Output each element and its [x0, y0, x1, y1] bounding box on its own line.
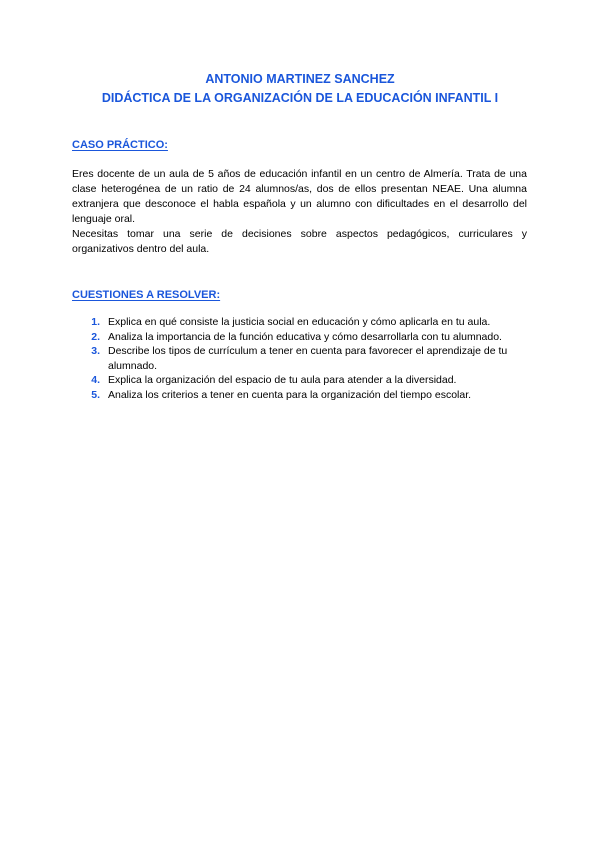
question-text: Analiza la importancia de la función educativa y cómo desarrollarla con tu alumnado.: [108, 330, 502, 343]
question-item: [72, 315, 527, 330]
questions-list: [72, 315, 527, 402]
question-item: [72, 330, 527, 345]
questions-heading: CUESTIONES A RESOLVER:: [72, 289, 221, 301]
author-name: ANTONIO MARTINEZ SANCHEZ: [205, 72, 395, 86]
question-text: Explica la organización del espacio de tu aula para atender a la diversidad.: [108, 374, 457, 386]
question-number: 3.: [91, 345, 100, 357]
question-number: 2.: [91, 330, 100, 343]
case-heading: CASO PRÁCTICO:: [72, 139, 168, 151]
document-title: [60, 70, 540, 108]
question-text: Explica en qué consiste la justicia social en educación y cómo aplicarla en tu aula.: [108, 316, 491, 328]
question-text: Analiza los criterios a tener en cuenta para la organización del tiempo escolar.: [108, 388, 472, 401]
subject-title: DIDÁCTICA DE LA ORGANIZACIÓN DE LA EDUCACIÓN INFANTIL I: [101, 91, 499, 105]
question-number: 1.: [91, 316, 100, 328]
case-description: [72, 167, 527, 257]
case-paragraph-1: Eres docente de un aula de 5 años de educación infantil en un centro de Almería. Trata de una clase heterogénea de un ratio de 24 alumnos/as, dos de ellos presentan NEAE. Una alumna extranjera que desconoce el habla española y un alumno con dificultades en el desarrollo del lenguaje oral.: [72, 168, 527, 225]
question-item: [72, 373, 527, 388]
case-paragraph-2: Necesitas tomar una serie de decisiones sobre aspectos pedagógicos, curriculares y organizativos dentro del aula.: [72, 228, 527, 255]
question-item: [72, 344, 527, 373]
question-text: Describe los tipos de currículum a tener en cuenta para favorecer el aprendizaje de tu alumnado.: [108, 345, 508, 372]
question-number: 5.: [91, 388, 100, 401]
question-number: 4.: [91, 374, 100, 386]
question-item: [72, 388, 527, 403]
